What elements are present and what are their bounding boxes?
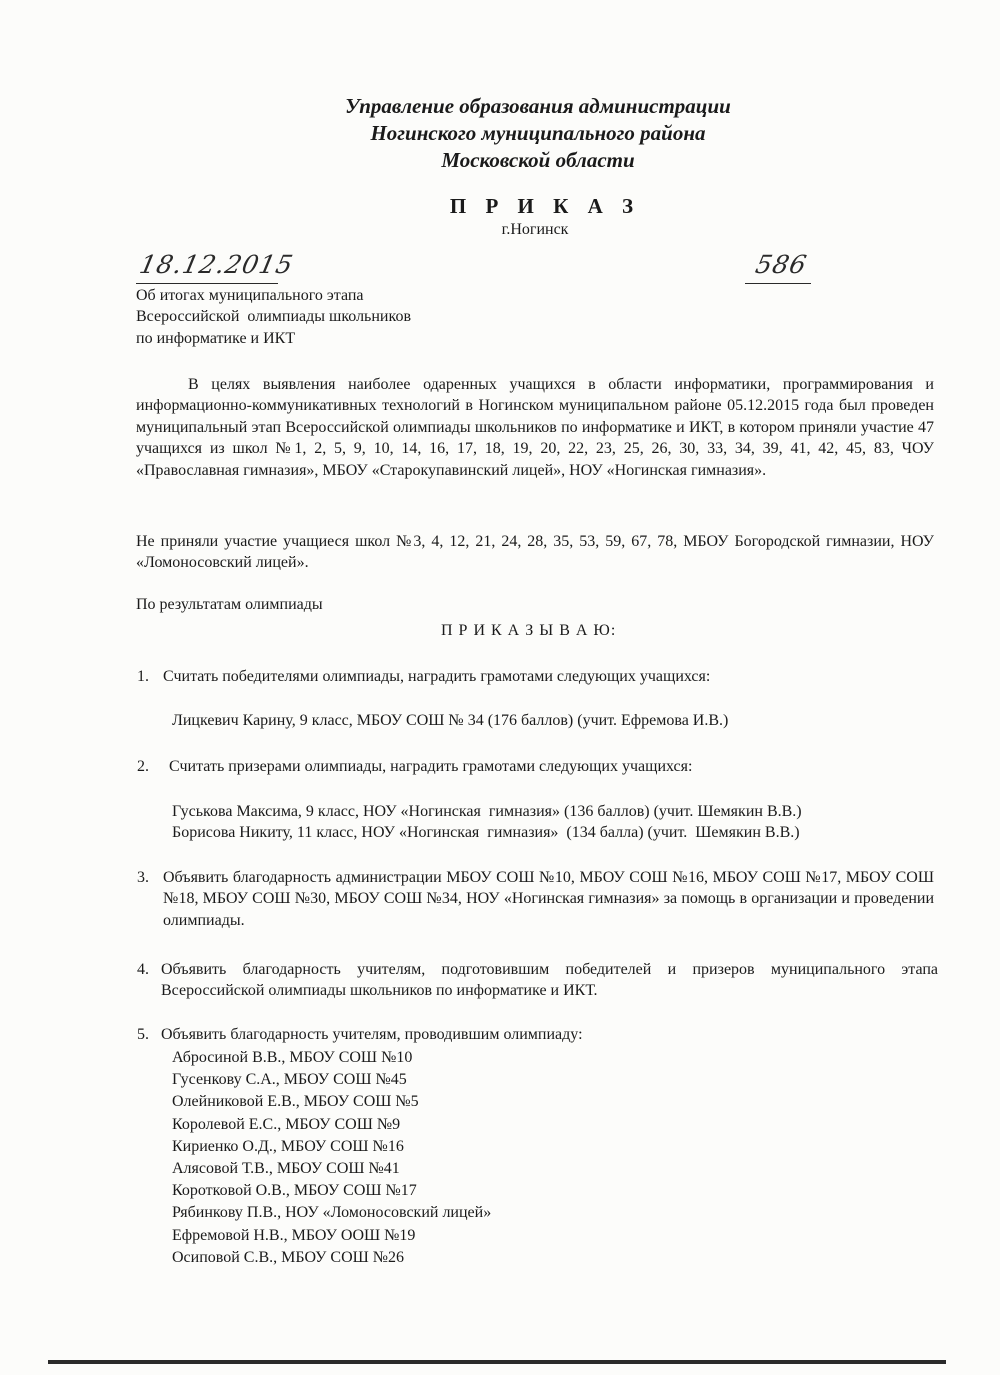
teacher-entry: Осиповой С.В., МБОУ СОШ №26 [172,1248,405,1266]
handwritten-date: 18.12.2015 [136,250,297,279]
item-1-text: Считать победителями олимпиады, наградить грамотами следующих учащихся: [163,668,711,685]
document-title: П Р И К А З [449,194,641,218]
subject-line: Об итогах муниципального этапа [136,287,364,304]
item-3-text: Объявить благодарность администрации МБОУ СОШ №10, МБОУ СОШ №16, МБОУ СОШ №17, МБОУ СОШ №18, МБОУ СОШ №30, МБОУ СОШ №34, НОУ «Ногинская гимназия» за помощь в организации и проведении олимпиады. [163,869,934,929]
issuer-line-1: Управление образования администрации [345,94,731,118]
teacher-entry: Кириенко О.Д., МБОУ СОШ №16 [172,1137,404,1155]
order-word: П Р И К А З Ы В А Ю: [441,622,617,639]
winner-entry: Лицкевич Карину, 9 класс, МБОУ СОШ № 34 (176 баллов) (учит. Ефремова И.В.) [172,712,729,729]
subject-block [136,285,411,349]
handwritten-number: 586 [752,250,810,279]
teacher-entry: Гусенкову С.А., МБОУ СОШ №45 [172,1071,407,1089]
intro-paragraph: В целях выявления наиболее одаренных учащихся в области информатики, программирования и информационно-коммуникативных технологий в Ногинском муниципальном районе 05.12.2015 года был проведен муниципальный этап Всероссийской олимпиады школьников по информатике и ИКТ, в котором приняли участие 47 учащихся из школ №1, 2, 5, 9, 10, 14, 16, 17, 18, 19, 20, 22, 23, 25, 26, 30, 33, 34, 39, 41, 42, 45, 83, ЧОУ «Православная гимназия», МБОУ «Старокупавинский лицей», НОУ «Ногинская гимназия». [136,376,934,479]
prize-entry: Гуськова Максима, 9 класс, НОУ «Ногинская гимназия» (136 баллов) (учит. Шемякин В.В.) [172,803,802,820]
teacher-entry: Абросиной В.В., МБОУ СОШ №10 [172,1049,413,1066]
absent-paragraph: Не приняли участие учащиеся школ №3, 4, 12, 21, 24, 28, 35, 53, 59, 67, 78, МБОУ Богородской гимназии, НОУ «Ломоносовский лицей». [136,533,934,572]
number-underline [745,283,811,284]
city: г.Ногинск [501,221,569,238]
item-5-number: 5. [137,1026,149,1043]
item-2-text: Считать призерами олимпиады, наградить грамотами следующих учащихся: [169,758,693,775]
prize-entry: Борисова Никиту, 11 класс, НОУ «Ногинская гимназия» (134 балла) (учит. Шемякин В.В.) [172,824,800,841]
item-4-text: Объявить благодарность учителям, подготовившим победителей и призеров муниципального этапа Всероссийской олимпиады школьников по информатике и ИКТ. [161,961,938,1000]
item-2-number: 2. [137,758,149,775]
subject-line: Всероссийской олимпиады школьников [136,308,411,326]
teacher-entry: Олейниковой Е.В., МБОУ СОШ №5 [172,1093,419,1111]
teacher-entry: Коротковой О.В., МБОУ СОШ №17 [172,1182,417,1200]
teacher-entry: Рябинкову П.В., НОУ «Ломоносовский лицей» [172,1204,492,1222]
subject-line: по информатике и ИКТ [136,329,296,347]
teacher-list [172,1047,491,1269]
issuer-line-2: Ногинского муниципального района [370,121,706,145]
issuer-line-3: Московской области [441,148,635,172]
teacher-entry: Королевой Е.С., МБОУ СОШ №9 [172,1115,401,1133]
page-bottom-rule [48,1360,946,1364]
teacher-entry: Алясовой Т.В., МБОУ СОШ №41 [172,1160,400,1178]
results-line: По результатам олимпиады [136,596,323,613]
item-5-text: Объявить благодарность учителям, проводившим олимпиаду: [161,1026,583,1043]
date-underline [136,283,278,284]
teacher-entry: Ефремовой Н.В., МБОУ ООШ №19 [172,1226,416,1244]
item-4-number: 4. [137,961,149,978]
item-1-number: 1. [137,668,149,685]
item-3-number: 3. [137,869,149,886]
